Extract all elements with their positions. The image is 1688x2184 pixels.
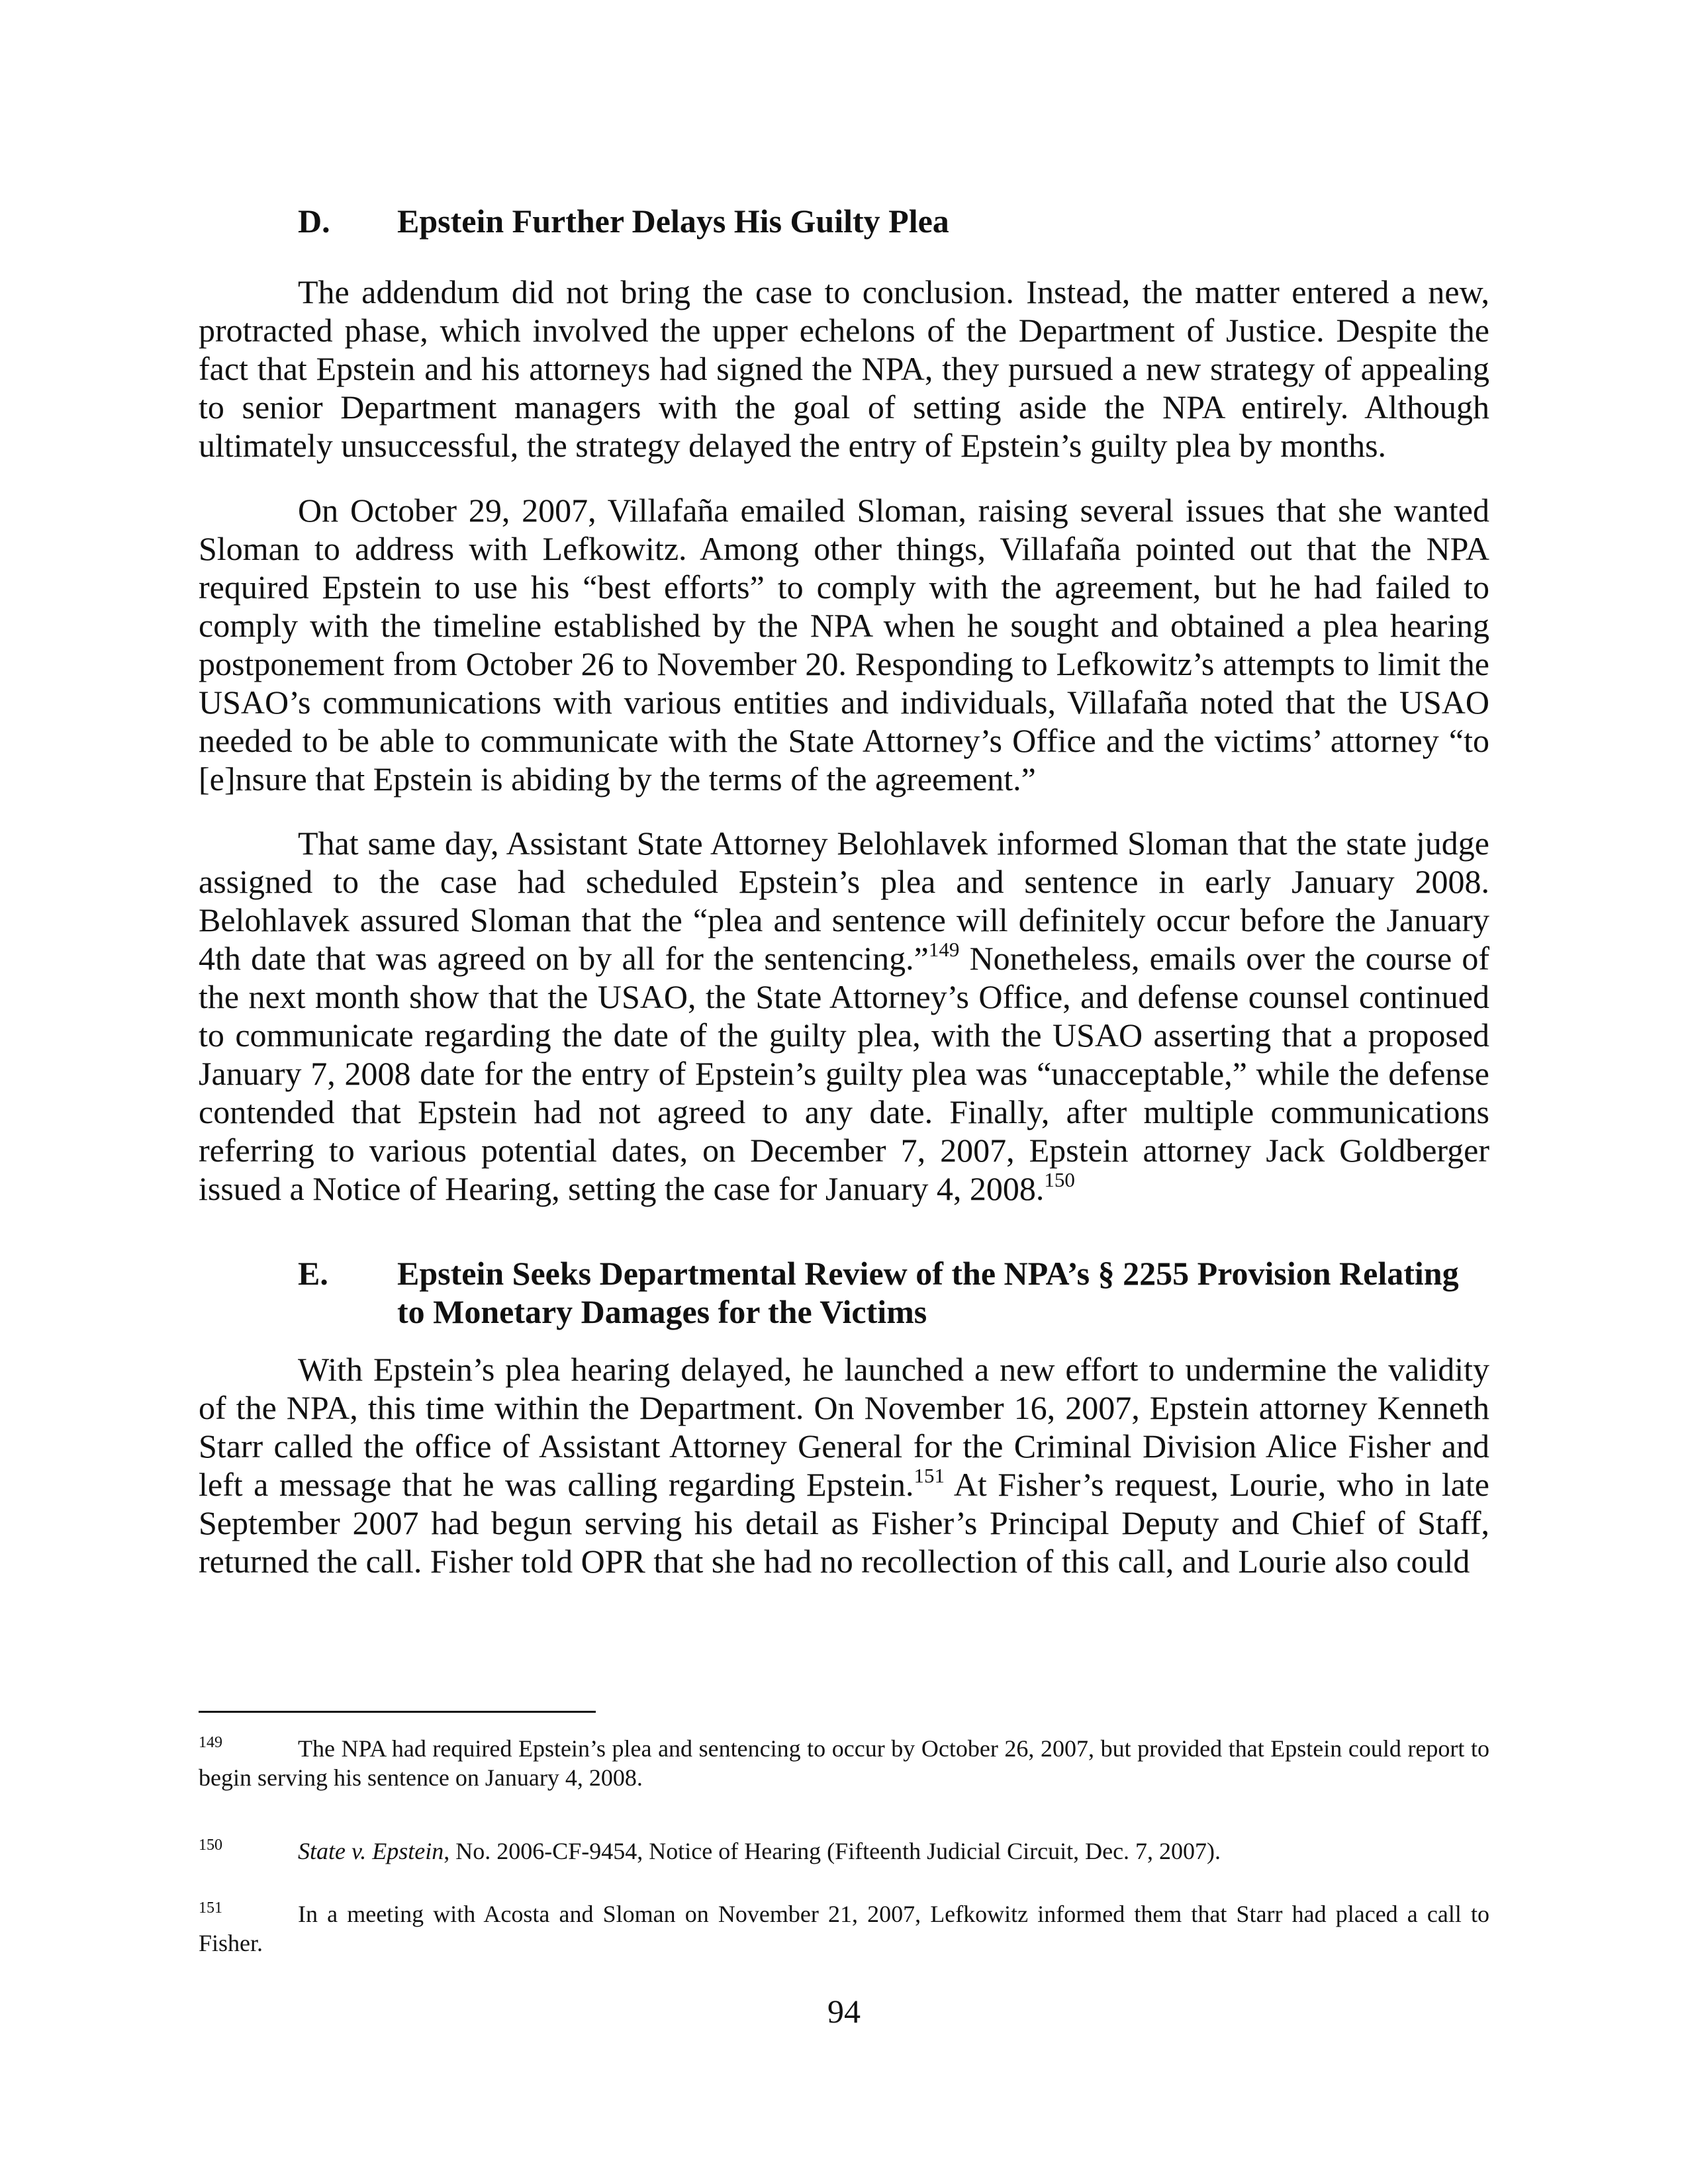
footnote-divider (199, 1711, 596, 1713)
paragraph (199, 1350, 1489, 1580)
footnote-ref: 150 (1044, 1168, 1075, 1191)
paragraph-text: With Epstein’s plea hearing delayed, he launched a new effort to undermine the validity of the NPA, this time within the Department. On November 16, 2007, Epstein attorney Kenneth Starr called the office of Assistant Attorney General for the Criminal Division Alice Fisher and left a message that he was calling regarding Epstein. (199, 1351, 1489, 1503)
section-heading-d (298, 202, 1489, 240)
footnote-ref: 149 (928, 938, 960, 961)
paragraph (199, 824, 1489, 1208)
footnote: 149 The NPA had required Epstein’s plea and sentencing to occur by October 26, 2007, but provided that Epstein could report to begin serving his sentence on January 4, 2008. (199, 1734, 1489, 1791)
paragraph: The addendum did not bring the case to conclusion. Instead, the matter entered a new, protracted phase, which involved the upper echelons of the Department of Justice. Despite the fact that Epstein and his attorneys had signed the NPA, they pursued a new strategy of appealing to senior Department managers with the goal of setting aside the NPA entirely. Although ultimately unsuccessful, the strategy delayed the entry of Epstein’s guilty plea by months. (199, 273, 1489, 464)
footnote: 151 In a meeting with Acosta and Sloman on November 21, 2007, Lefkowitz informed them that Starr had placed a call to Fisher. (199, 1899, 1489, 1956)
footnote-text: The NPA had required Epstein’s plea and sentencing to occur by October 26, 2007, but provided that Epstein could report to begin serving his sentence on January 4, 2008. (199, 1735, 1489, 1791)
page-number: 94 (827, 1993, 861, 2030)
section-title: Epstein Further Delays His Guilty Plea (397, 203, 949, 240)
section-letter: E. (298, 1255, 328, 1292)
footnote: 150 State v. Epstein, No. 2006-CF-9454, Notice of Hearing (Fifteenth Judicial Circuit, Dec. 7, 2007). (199, 1837, 1221, 1864)
footnote-ref: 151 (914, 1464, 945, 1487)
paragraph-text: At Fisher’s request, Lourie, who in late September 2007 had begun serving his detail as Fisher’s Principal Deputy and Chief of Staff, returned the call. Fisher told OPR that she had no recollection of this call, and Lourie also could (199, 1466, 1489, 1580)
section-heading-e (298, 1254, 1489, 1331)
paragraph-text: Nonetheless, emails over the course of the next month show that the USAO, the State Attorney’s Office, and defense counsel continued to communicate regarding the date of the guilty plea, with the USAO asserting that a proposed January 7, 2008 date for the entry of Epstein’s guilty plea was “unacceptable,” while the defense contended that Epstein had not agreed to any date. Finally, after multiple communications referring to various potential dates, on December 7, 2007, Epstein attorney Jack Goldberger issued a Notice of Hearing, setting the case for January 4, 2008. (199, 940, 1489, 1207)
paragraph-text: That same day, Assistant State Attorney Belohlavek informed Sloman that the state judge assigned to the case had scheduled Epstein’s plea and sentence in early January 2008. Belohlavek assured Sloman that the “plea and sentence will definitely occur before the January 4th date that was agreed on by all for the sentencing.” (199, 825, 1489, 977)
paragraph: On October 29, 2007, Villafaña emailed Sloman, raising several issues that she wanted Sloman to address with Lefkowitz. Among other things, Villafaña pointed out that the NPA required Epstein to use his “best efforts” to comply with the agreement, but he had failed to comply with the timeline established by the NPA when he sought and obtained a plea hearing postponement from October 26 to November 20. Responding to Lefkowitz’s attempts to limit the USAO’s communications with various entities and individuals, Villafaña noted that the USAO needed to be able to communicate with the State Attorney’s Office and the victims’ attorney “to [e]nsure that Epstein is abiding by the terms of the agreement.” (199, 492, 1489, 797)
footnote-text: In a meeting with Acosta and Sloman on November 21, 2007, Lefkowitz informed them that Starr had placed a call to Fisher. (199, 1901, 1489, 1956)
footnote-text: , No. 2006-CF-9454, Notice of Hearing (Fifteenth Judicial Circuit, Dec. 7, 2007). (444, 1838, 1221, 1864)
case-citation: State v. Epstein (298, 1838, 444, 1864)
section-letter: D. (298, 203, 330, 240)
section-title: Epstein Seeks Departmental Review of the NPA’s § 2255 Provision Relating to Monetary Damages for the Victims (397, 1255, 1459, 1330)
